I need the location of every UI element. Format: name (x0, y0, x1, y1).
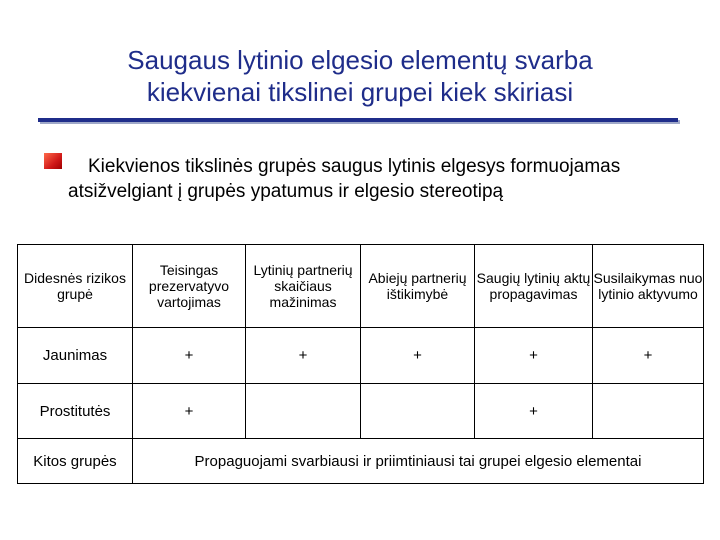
header-mutual-fidelity: Abiejų partnerių ištikimybė (361, 245, 475, 328)
table-cell (361, 384, 475, 439)
merged-cell-text: Propaguojami svarbiausi ir priimtiniausi tai grupei elgesio elementai (133, 439, 704, 484)
table-cell: + (246, 328, 361, 384)
table-cell (593, 384, 704, 439)
table-row (18, 439, 704, 484)
header-abstinence: Susilaikymas nuo lytinio aktyvumo (593, 245, 704, 328)
row-label: Jaunimas (18, 328, 133, 384)
bullet-text: Kiekvienos tikslinės grupės saugus lytinis elgesys formuojamas atsižvelgiant į grupės ypatumus ir elgesio stereotipą (68, 156, 621, 202)
header-safe-sex-promotion: Saugių lytinių aktų propagavimas (475, 245, 593, 328)
target-group-table (17, 244, 704, 484)
title-underline (38, 118, 678, 122)
title-line-2: kiekvienai tikslinei grupei kiek skiriasi (146, 77, 574, 107)
header-partner-reduction: Lytinių partnerių skaičiaus mažinimas (246, 245, 361, 328)
header-risk-group: Didesnės rizikos grupė (18, 245, 133, 328)
row-label: Kitos grupės (18, 439, 133, 484)
header-condom-use: Teisingas prezervatyvo vartojimas (133, 245, 246, 328)
red-square-bullet-icon (44, 153, 62, 169)
table-header-row (18, 245, 704, 328)
table-cell: + (361, 328, 475, 384)
table-cell (246, 384, 361, 439)
table-row (18, 328, 704, 384)
table-cell: + (475, 384, 593, 439)
slide-title (40, 44, 680, 108)
table-row (18, 384, 704, 439)
row-label: Prostitutės (18, 384, 133, 439)
table-cell: + (593, 328, 704, 384)
title-line-1: Saugaus lytinio elgesio elementų svarba (127, 45, 593, 75)
table-cell: + (133, 328, 246, 384)
table-cell: + (133, 384, 246, 439)
table-cell: + (475, 328, 593, 384)
